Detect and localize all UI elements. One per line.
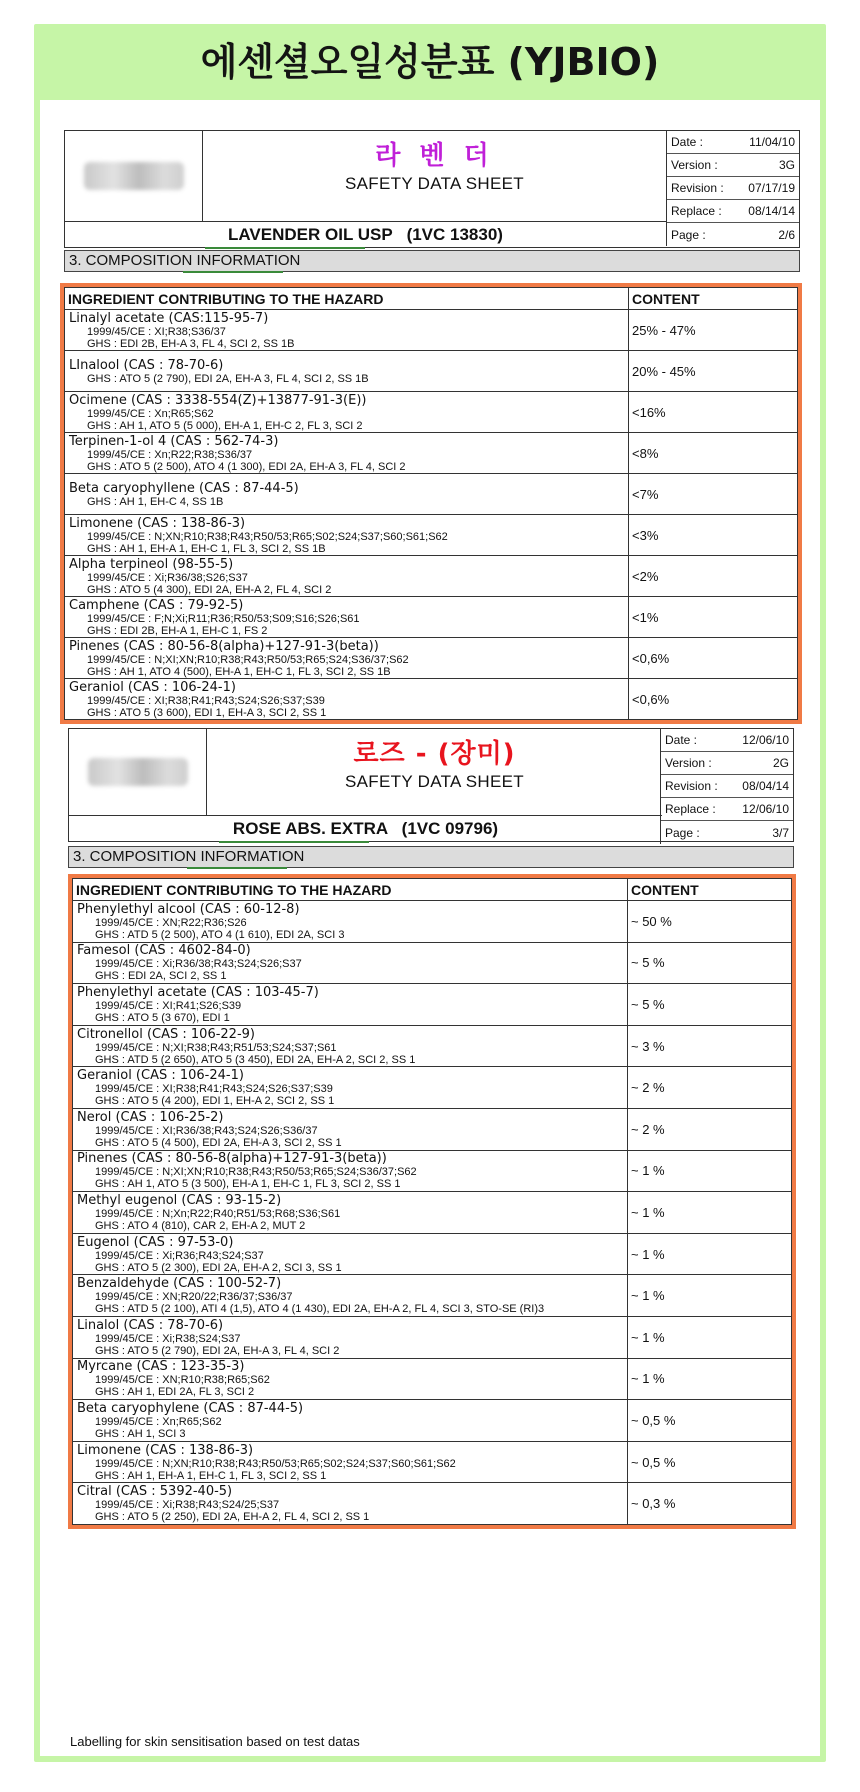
content-value: ~ 50 % [628,901,792,943]
table-row [65,638,798,679]
ingredient-classification: GHS : AH 1, ATO 4 (500), EH-A 1, EH-C 1, FL 3, SCI 2, SS 1B [87,665,391,678]
ingredient-name: Famesol (CAS : 4602-84-0) [77,943,251,959]
table-row [65,392,798,433]
ingredient-cell [73,1192,628,1234]
ingredient-classification: 1999/45/CE : XI;R41;S26;S39 [95,999,242,1012]
ingredient-cell [65,679,629,720]
title-cell [207,729,662,815]
ingredient-classification: GHS : ATO 5 (3 600), EDI 1, EH-A 3, SCI 2, SS 1 [87,706,327,719]
ingredient-classification: 1999/45/CE : Xi;R36/38;R43;S24;S26;S37 [95,958,302,971]
content-value: ~ 5 % [628,984,792,1026]
ingredient-header: INGREDIENT CONTRIBUTING TO THE HAZARD [73,879,628,901]
footnote: Labelling for skin sensitisation based on test datas [70,1734,360,1749]
table-row [73,942,792,984]
ingredient-classification: GHS : ATO 5 (2 250), EDI 2A, EH-A 2, FL 4, SCI 2, SS 1 [95,1511,370,1524]
ingredient-cell [73,1067,628,1109]
ingredient-cell [73,1025,628,1067]
korean-product-name: 라 벤 더 [375,141,494,171]
meta-date: Date : 11/04/10 [667,131,799,154]
ingredient-cell [65,515,629,556]
ingredient-cell [73,942,628,984]
ingredient-name: Citral (CAS : 5392-40-5) [77,1484,233,1500]
ingredient-name: Benzaldehyde (CAS : 100-52-7) [77,1276,282,1292]
ingredient-classification: 1999/45/CE : N;XI;XN;R10;R38;R43;R50/53;R65;S24;S36/37;S62 [87,653,409,666]
ingredient-classification: GHS : AH 1, ATO 5 (5 000), EH-A 1, EH-C 2, FL 3, SCI 2 [87,419,363,432]
ingredient-classification: GHS : ATO 5 (2 790), EDI 2A, EH-A 3, FL 4, SCI 2 [95,1344,340,1357]
content-value: ~ 1 % [628,1358,792,1400]
company-logo [69,729,207,815]
table-row [73,1233,792,1275]
meta-page: Page : 3/7 [665,825,789,840]
product-name: LAVENDER OIL USP (1VC 13830) [65,221,666,247]
ingredient-name: Beta caryophyllene (CAS : 87-44-5) [69,480,299,496]
ingredient-classification: GHS : ATO 5 (4 300), EDI 2A, EH-A 2, FL 4, SCI 2 [87,583,332,596]
ingredient-classification: 1999/45/CE : XN;R10;R38;R65;S62 [95,1374,270,1387]
ingredient-name: LInalool (CAS : 78-70-6) [69,357,224,373]
meta-version: Version : 3G [667,154,799,177]
ingredient-name: Linalyl acetate (CAS:115-95-7) [69,310,269,326]
meta-page: Page : 2/6 [671,227,795,242]
ingredient-classification: 1999/45/CE : Xi;R36;R43;S24;S37 [95,1249,264,1262]
ingredient-name: Geraniol (CAS : 106-24-1) [77,1068,244,1084]
ingredient-classification: 1999/45/CE : N;Xn;R22;R40;R51/53;R68;S36;S61 [95,1207,341,1220]
table-row [73,901,792,943]
content-value: <3% [629,515,798,556]
ingredient-cell [73,1358,628,1400]
ingredient-classification: GHS : EDI 2B, EH-A 1, EH-C 1, FS 2 [87,624,268,637]
content-value: ~ 5 % [628,942,792,984]
table-row [73,1275,792,1317]
sds-header [68,728,794,842]
ingredient-cell [65,638,629,679]
ingredient-cell [73,1441,628,1483]
ingredient-classification: GHS : ATD 5 (2 650), ATO 5 (3 450), EDI 2A, EH-A 2, SCI 2, SS 1 [95,1053,416,1066]
ingredient-classification: GHS : AH 1, ATO 5 (3 500), EH-A 1, EH-C 1, FL 3, SCI 2, SS 1 [95,1178,401,1191]
table-row [65,597,798,638]
ingredient-classification: 1999/45/CE : XI;R36/38;R43;S24;S26;S36/37 [95,1124,318,1137]
ingredient-cell [65,474,629,515]
ingredient-cell [65,556,629,597]
content-value: ~ 0,3 % [628,1483,792,1525]
ingredient-classification: GHS : AH 1, EH-C 4, SS 1B [87,495,224,508]
ingredient-classification: GHS : ATO 5 (2 790), EDI 2A, EH-A 3, FL 4, SCI 2, SS 1B [87,372,369,385]
ingredient-classification: GHS : AH 1, EH-A 1, EH-C 1, FL 3, SCI 2, SS 1 [95,1469,327,1482]
composition-table [60,283,802,724]
content-value: <0,6% [629,679,798,720]
ingredient-cell [73,901,628,943]
table-row [73,984,792,1026]
content-value: ~ 1 % [628,1233,792,1275]
meta-revision: Revision : 08/04/14 [661,775,793,798]
ingredient-name: Eugenol (CAS : 97-53-0) [77,1234,234,1250]
ingredient-classification: GHS : ATO 4 (810), CAR 2, EH-A 2, MUT 2 [95,1219,306,1232]
ingredient-cell [73,1108,628,1150]
content-header: CONTENT [629,288,798,310]
ingredient-cell [65,392,629,433]
ingredient-name: Citronellol (CAS : 106-22-9) [77,1026,255,1042]
ingredient-classification: GHS : EDI 2B, EH-A 3, FL 4, SCI 2, SS 1B [87,337,295,350]
table-row [65,679,798,720]
ingredient-name: Phenylethyl alcool (CAS : 60-12-8) [77,901,300,917]
ingredient-name: Terpinen-1-ol 4 (CAS : 562-74-3) [69,433,279,449]
korean-product-name: 로즈 - (장미) [353,739,516,769]
content-value: <1% [629,597,798,638]
company-logo [65,131,203,221]
ingredient-name: Camphene (CAS : 79-92-5) [69,597,244,613]
table-row [65,351,798,392]
ingredient-classification: 1999/45/CE : Xi;R36/38;S26;S37 [87,571,248,584]
ingredient-cell [65,310,629,351]
ingredient-classification: 1999/45/CE : XN;R20/22;R36/37;S36/37 [95,1291,293,1304]
ingredient-classification: GHS : AH 1, EH-A 1, EH-C 1, FL 3, SCI 2, SS 1B [87,542,326,555]
ingredient-classification: 1999/45/CE : XN;R22;R36;S26 [95,916,247,929]
ingredient-name: Methyl eugenol (CAS : 93-15-2) [77,1192,282,1208]
page-title: 에센셜오일성분표 (YJBIO) [200,40,660,84]
ingredient-name: Beta caryophylene (CAS : 87-44-5) [77,1400,304,1416]
table-row [73,1192,792,1234]
ingredient-cell [73,1316,628,1358]
ingredient-classification: GHS : AH 1, SCI 3 [95,1427,186,1440]
ingredient-name: Limonene (CAS : 138-86-3) [77,1442,254,1458]
ingredient-name: Myrcane (CAS : 123-35-3) [77,1359,245,1375]
ingredient-classification: 1999/45/CE : N;XN;R10;R38;R43;R50/53;R65;S02;S24;S37;S60;S61;S62 [95,1457,456,1470]
section-heading: 3. COMPOSITION INFORMATION [64,250,800,272]
ingredient-classification: GHS : ATO 5 (2 500), ATO 4 (1 300), EDI 2A, EH-A 3, FL 4, SCI 2 [87,460,406,473]
ingredient-cell [73,1150,628,1192]
table-row [65,433,798,474]
composition-table [68,874,796,1529]
content-value: ~ 1 % [628,1150,792,1192]
ingredient-classification: GHS : ATO 5 (3 670), EDI 1 [95,1011,230,1024]
title-cell [203,131,666,221]
meta-replace: Replace : 12/06/10 [661,798,793,821]
ingredient-name: Pinenes (CAS : 80-56-8(alpha)+127-91-3(beta)) [77,1151,387,1167]
ingredient-classification: 1999/45/CE : N;XN;R10;R38;R43;R50/53;R65;S02;S24;S37;S60;S61;S62 [87,530,448,543]
ingredient-classification: 1999/45/CE : XI;R38;R41;R43;S24;S26;S37;S39 [95,1083,333,1096]
ingredient-name: Phenylethyl acetate (CAS : 103-45-7) [77,984,319,1000]
content-value: ~ 2 % [628,1108,792,1150]
content-value: <7% [629,474,798,515]
content-value: 25% - 47% [629,310,798,351]
table-row [73,1400,792,1442]
content-value: ~ 1 % [628,1316,792,1358]
ingredient-classification: GHS : ATO 5 (4 200), EDI 1, EH-A 2, SCI 2, SS 1 [95,1095,335,1108]
ingredient-classification: GHS : ATD 5 (2 100), ATI 4 (1,5), ATO 4 (1 430), EDI 2A, EH-A 2, FL 4, SCI 3, STO-SE (RI)3 [95,1303,545,1316]
ingredient-classification: GHS : ATO 5 (4 500), EDI 2A, EH-A 3, SCI 2, SS 1 [95,1136,342,1149]
meta-table [660,729,793,844]
ingredient-classification: 1999/45/CE : Xn;R65;S62 [87,407,214,420]
sds-header [64,130,800,248]
sds-title: SAFETY DATA SHEET [345,174,524,193]
meta-date: Date : 12/06/10 [661,729,793,752]
ingredient-header: INGREDIENT CONTRIBUTING TO THE HAZARD [65,288,629,310]
ingredient-name: Pinenes (CAS : 80-56-8(alpha)+127-91-3(beta)) [69,638,379,654]
ingredient-cell [73,984,628,1026]
table-row [65,474,798,515]
sds-title: SAFETY DATA SHEET [345,772,524,791]
content-value: ~ 0,5 % [628,1441,792,1483]
green-frame [34,24,826,1762]
ingredient-cell [73,1400,628,1442]
content-value: ~ 1 % [628,1275,792,1317]
ingredient-classification: GHS : ATD 5 (2 500), ATO 4 (1 610), EDI 2A, SCI 3 [95,928,345,941]
ingredient-name: Alpha terpineol (98-55-5) [69,556,234,572]
table-row [73,1441,792,1483]
table-row [73,1483,792,1525]
ingredient-classification: GHS : EDI 2A, SCI 2, SS 1 [95,970,227,983]
ingredient-classification: 1999/45/CE : N;XI;XN;R10;R38;R43;R50/53;R65;S24;S36/37;S62 [95,1166,417,1179]
ingredient-cell [73,1483,628,1525]
ingredient-name: Limonene (CAS : 138-86-3) [69,515,246,531]
content-value: <2% [629,556,798,597]
ingredient-cell [65,597,629,638]
ingredient-classification: 1999/45/CE : XI;R38;R41;R43;S24;S26;S37;S39 [87,694,325,707]
meta-version: Version : 2G [661,752,793,775]
ingredient-classification: GHS : AH 1, EDI 2A, FL 3, SCI 2 [95,1386,255,1399]
ingredient-name: Geraniol (CAS : 106-24-1) [69,679,236,695]
content-header: CONTENT [628,879,792,901]
product-name: ROSE ABS. EXTRA (1VC 09796) [69,815,662,841]
ingredient-name: Linalol (CAS : 78-70-6) [77,1317,224,1333]
meta-revision: Revision : 07/17/19 [667,177,799,200]
ingredient-cell [73,1233,628,1275]
table-row [65,556,798,597]
table-row [73,1358,792,1400]
content-value: <16% [629,392,798,433]
ingredient-name: Ocimene (CAS : 3338-554(Z)+13877-91-3(E)) [69,392,367,408]
ingredient-cell [65,351,629,392]
content-value: ~ 1 % [628,1192,792,1234]
ingredient-cell [73,1275,628,1317]
meta-replace: Replace : 08/14/14 [667,200,799,223]
ingredient-classification: 1999/45/CE : Xi;R38;S24;S37 [95,1332,241,1345]
table-row [73,1067,792,1109]
ingredient-classification: GHS : ATO 5 (2 300), EDI 2A, EH-A 2, SCI 3, SS 1 [95,1261,342,1274]
table-row [65,515,798,556]
content-value: ~ 3 % [628,1025,792,1067]
meta-table [666,131,799,246]
table-row [65,310,798,351]
content-value: ~ 0,5 % [628,1400,792,1442]
ingredient-classification: 1999/45/CE : XI;R38;S36/37 [87,325,226,338]
document-paper [40,100,820,1756]
content-value: <0,6% [629,638,798,679]
content-value: <8% [629,433,798,474]
ingredient-classification: 1999/45/CE : N;XI;R38;R43;R51/53;S24;S37;S61 [95,1041,337,1054]
table-row [73,1316,792,1358]
ingredient-classification: 1999/45/CE : Xn;R22;R38;S36/37 [87,448,253,461]
ingredient-cell [65,433,629,474]
content-value: 20% - 45% [629,351,798,392]
table-row [73,1025,792,1067]
ingredient-classification: 1999/45/CE : Xn;R65;S62 [95,1415,222,1428]
content-value: ~ 2 % [628,1067,792,1109]
section-heading: 3. COMPOSITION INFORMATION [68,846,794,868]
ingredient-classification: 1999/45/CE : F;N;Xi;R11;R36;R50/53;S09;S16;S26;S61 [87,612,360,625]
table-row [73,1108,792,1150]
ingredient-classification: 1999/45/CE : Xi;R38;R43;S24/25;S37 [95,1499,280,1512]
table-row [73,1150,792,1192]
ingredient-name: Nerol (CAS : 106-25-2) [77,1109,224,1125]
